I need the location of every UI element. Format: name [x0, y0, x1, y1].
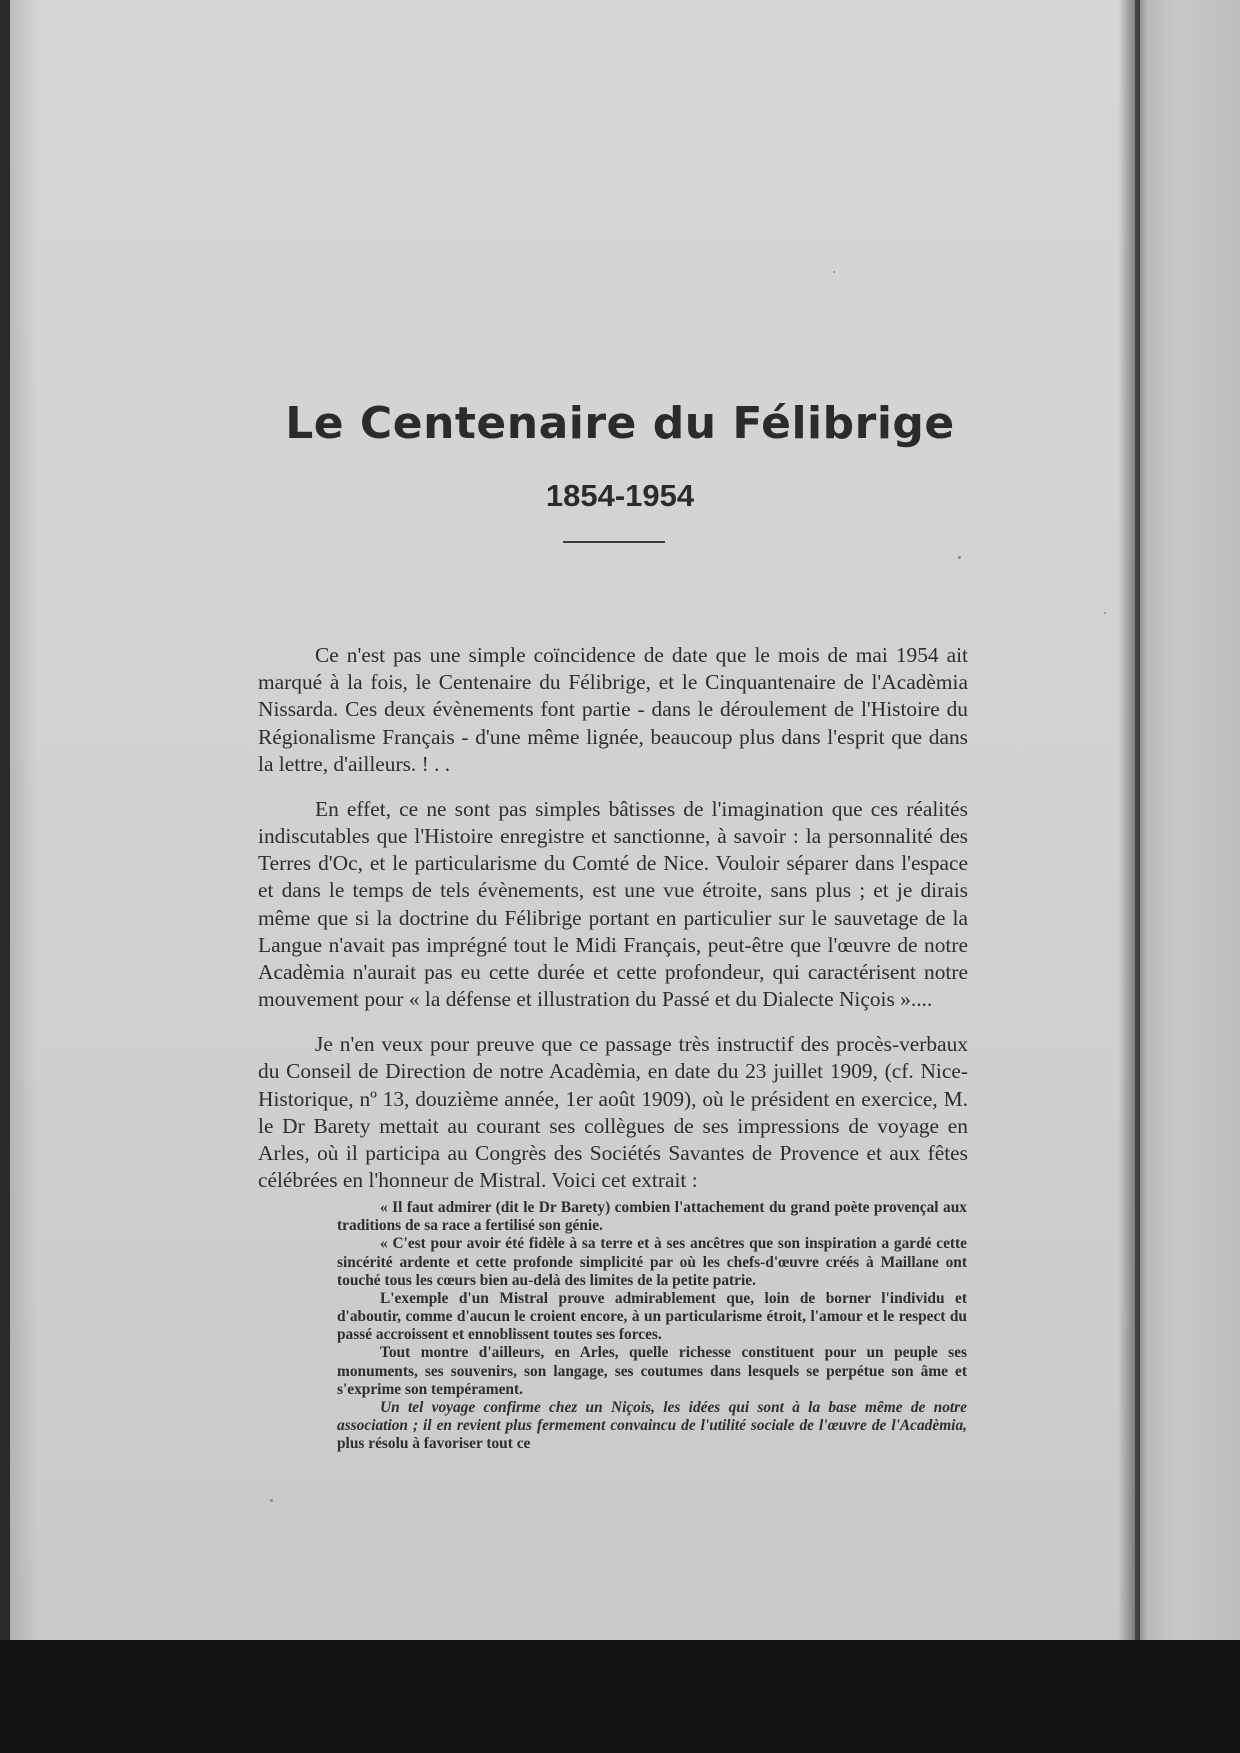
quote-paragraph: L'exemple d'un Mistral prouve admirablement que, loin de borner l'individu et d'aboutir, comme d'aucun le croient encore, à un particularisme étroit, l'amour et le respect du passé accroissent et ennoblissent toutes ses forces. [337, 1289, 967, 1344]
paper-speck [833, 271, 835, 273]
quote-paragraph: Tout montre d'ailleurs, en Arles, quelle richesse constituent pour un peuple ses monuments, ses souvenirs, son langage, ses coutumes dans lesquels se perpétue son âme et s'exprime son tempérament. [337, 1344, 967, 1398]
quote-italic-text: Un tel voyage confirme chez un Niçois, les idées qui sont à la base même de notre association ; il en revient plus fermement convaincu de l'utilité sociale de l'œuvre de l'Acadèmia, [337, 1398, 967, 1435]
article-years: 1854-1954 [545, 478, 695, 513]
block-quote [337, 1199, 967, 1453]
paper-speck [958, 556, 961, 559]
scanner-bottom-border [0, 1640, 1240, 1753]
paragraph: Ce n'est pas une simple coïncidence de date que le mois de mai 1954 ait marqué à la fois, le Centenaire du Félibrige, et le Cinquantenaire de l'Acadèmia Nissarda. Ces deux évènements font partie - dans le déroulement de l'Histoire du Régionalisme Français - d'une même lignée, beaucoup plus dans l'esprit que dans la lettre, d'ailleurs. ! . . [258, 643, 968, 776]
paragraph: Je n'en veux pour preuve que ce passage très instructif des procès-verbaux du Conseil de Direction de notre Acadèmia, en date du 23 juillet 1909, (cf. Nice-Historique, nº 13, douzième année, 1er août 1909), où le président en exercice, M. le Dr Barety mettait au courant ses collègues de ses impressions de voyage en Arles, où il participa au Congrès des Sociétés Savantes de Provence et aux fêtes célébrées en l'honneur de Mistral. Voici cet extrait : [258, 1032, 968, 1193]
quote-plain-text: plus résolu à favoriser tout ce [337, 1435, 531, 1453]
quote-paragraph: « Il faut admirer (dit le Dr Barety) combien l'attachement du grand poète provençal aux traditions de sa race a fertilisé son génie. [337, 1199, 967, 1235]
facing-page-edge [1135, 0, 1240, 1640]
paper-speck [1104, 612, 1106, 614]
article-body [258, 642, 968, 1212]
quote-paragraph-final [337, 1399, 967, 1454]
page-fold-shadow [10, 0, 38, 1640]
spine-shadow [1118, 0, 1140, 1640]
paper-speck [270, 1499, 273, 1502]
quote-paragraph: « C'est pour avoir été fidèle à sa terre et à ses ancêtres que son inspiration a gardé cette sincérité ardente et cette profonde simplicité par où les chefs-d'œuvre créés à Maillane ont touché tous les cœurs bien au-delà des limites de la petite patrie. [337, 1235, 967, 1289]
paragraph: En effet, ce ne sont pas simples bâtisses de l'imagination que ces réalités indiscutables que l'Histoire enregistre et sanctionne, à savoir : la personnalité des Terres d'Oc, et le particularisme du Comté de Nice. Vouloir séparer dans l'espace et dans le temps de tels évènements, est une vue étroite, sans plus ; et je dirais même que si la doctrine du Félibrige portant en particulier sur le sauvetage de la Langue n'avait pas imprégné tout le Midi Français, peut-être que l'œuvre de notre Acadèmia n'aurait pas eu cette durée et cette profondeur, qui caractérisent notre mouvement pour « la défense et illustration du Passé et du Dialecte Niçois ».... [258, 796, 968, 1012]
title-rule [563, 541, 665, 543]
article-title: Le Centenaire du Félibrige [285, 398, 955, 449]
